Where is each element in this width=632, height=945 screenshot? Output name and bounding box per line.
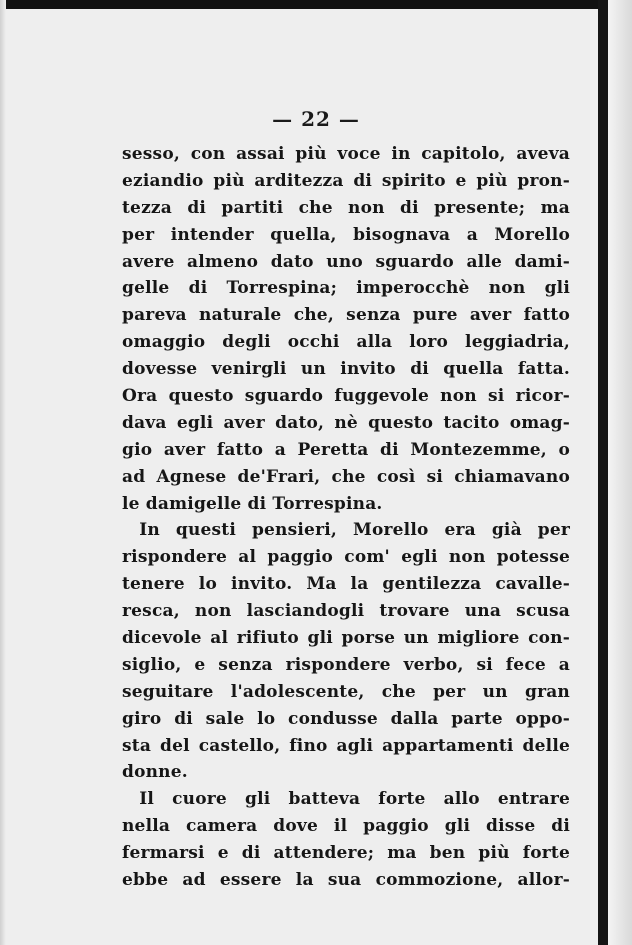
text-line: resca, non lasciandogli trovare una scusa (122, 601, 570, 622)
text-line: Il cuore gli batteva forte allo entrare (122, 789, 570, 810)
text-line: sta del castello, fino agli appartamenti delle (122, 735, 570, 756)
text-line: dicevole al rifiuto gli porse un migliore con- (122, 628, 570, 649)
text-line: gio aver fatto a Peretta di Montezemme, o (122, 439, 570, 460)
text-line: gelle di Torrespina; imperocchè non gli (122, 278, 570, 299)
text-line: In questi pensieri, Morello era già per (122, 520, 570, 541)
text-line: omaggio degli occhi alla loro leggiadria, (122, 332, 570, 353)
text-line: tenere lo invito. Ma la gentilezza cavalle- (122, 574, 570, 595)
text-line: sesso, con assai più voce in capitolo, aveva (122, 144, 570, 164)
text-line: giro di sale lo condusse dalla parte oppo- (122, 708, 570, 729)
text-line: donne. (122, 762, 188, 783)
text-line: tezza di partiti che non di presente; ma (122, 197, 570, 218)
text-line: seguitare l'adolescente, che per un gran (122, 681, 570, 702)
text-line: per intender quella, bisognava a Morello (122, 224, 570, 245)
page-number: — 22 — (272, 107, 360, 131)
body-text (122, 141, 570, 894)
text-line: siglio, e senza rispondere verbo, si fece a (122, 654, 570, 675)
text-line: rispondere al paggio com' egli non potesse (122, 547, 570, 568)
text-line: pareva naturale che, senza pure aver fatto (122, 305, 570, 326)
book-binding-edge (598, 0, 608, 945)
text-line: nella camera dove il paggio gli disse di (122, 816, 570, 837)
text-line: eziandio più arditezza di spirito e più pron- (122, 170, 570, 191)
text-line: fermarsi e di attendere; ma ben più forte (122, 843, 570, 864)
text-line: dava egli aver dato, nè questo tacito omag- (122, 412, 570, 433)
scan-top-border (0, 0, 632, 9)
text-line: dovesse venirgli un invito di quella fatta. (122, 359, 570, 380)
text-line: ad Agnese de'Frari, che così si chiamavano (122, 466, 570, 487)
text-line: le damigelle di Torrespina. (122, 493, 383, 514)
adjacent-page-strip (608, 0, 632, 945)
text-line: Ora questo sguardo fuggevole non si ricor- (122, 386, 570, 407)
text-line: ebbe ad essere la sua commozione, allor- (122, 870, 570, 891)
text-line: avere almeno dato uno sguardo alle dami- (122, 251, 570, 272)
